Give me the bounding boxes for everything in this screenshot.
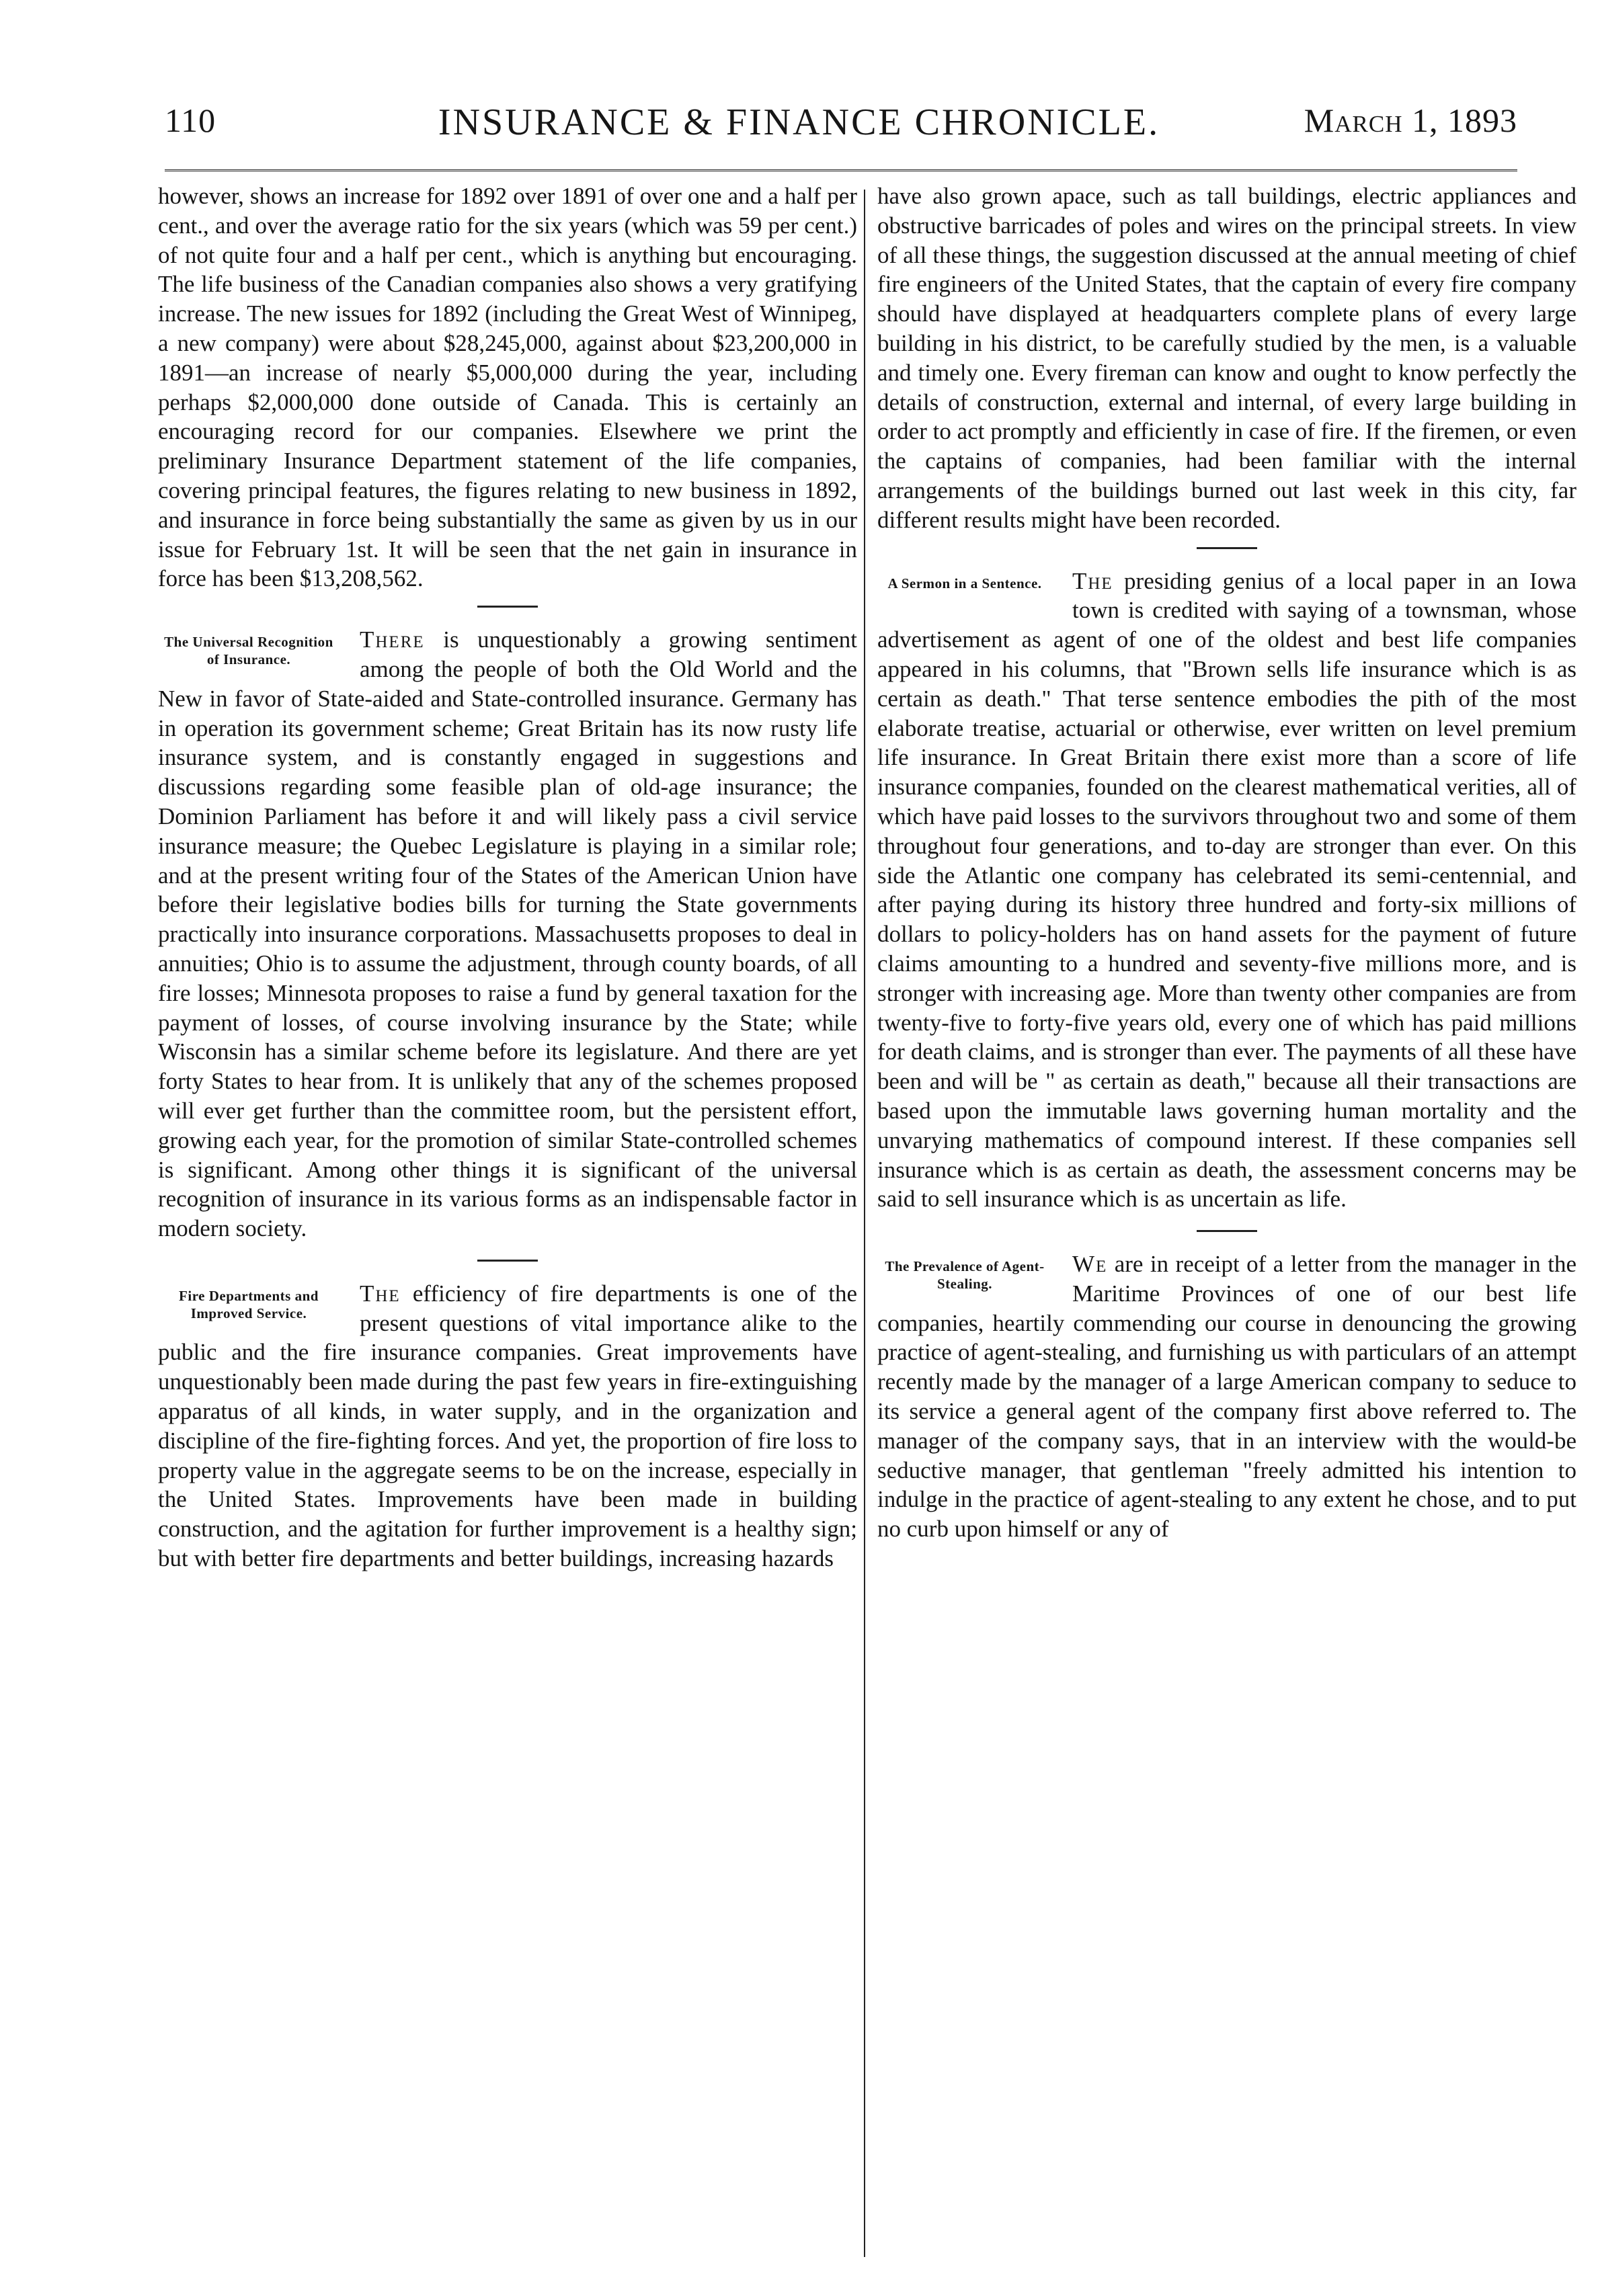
- left-column: [158, 181, 857, 1577]
- continuation-paragraph: have also grown apace, such as tall buildings, electric appliances and obstructive barricades of poles and wires on the principal streets. In view of all these things, the suggestion discussed at the annual meeting of chief fire engineers of the United States, that the captain of every fire company should have displayed at headquarters complete plans of every large building in his district, to be carefully studied by the men, is a valuable and timely one. Every fireman can know and ought to know perfectly the details of construction, external and internal, of every large building in order to act promptly and efficiently in case of fire. If the firemen, or even the captains of companies, had been familiar with the internal arrangements of the buildings burned out last week in this city, far different results might have been recorded.: [877, 183, 1576, 533]
- section-separator: [477, 1260, 538, 1262]
- page-number: 110: [165, 101, 216, 139]
- masthead-title: INSURANCE & FINANCE CHRONICLE.: [438, 101, 1160, 143]
- lead-word: We: [1072, 1251, 1108, 1278]
- article-body: [877, 1249, 1576, 1544]
- lead-word: The: [360, 1280, 401, 1307]
- article-agent-stealing: [877, 1249, 1576, 1548]
- header-rule: [165, 169, 1517, 173]
- article-text: presiding genius of a local paper in an Iowa town is credited with saying of a townsman, whose advertisement as agent of one of the oldest and best life companies appeared in his columns, that "Brown sells life insurance which is as certain as death." That terse sentence embodies the pith of the most elaborate treatise, actuarial or otherwise, ever written on level premium life insurance. In Great Britain there exist more than a score of life insurance companies, founded on the clearest mathematical verities, all of which have paid losses to the survivors throughout two and some of them throughout four generations, and to-day are stronger than ever. On this side the Atlantic one company has celebrated its semi-centennial, and after paying during its history three hundred and forty-six millions of dollars to policy-holders has on hand assets for the payment of future claims amounting to a hundred and seventy-five millions more, and is stronger with increasing age. More than twenty other companies are from twenty-five to forty-five years old, every one of which has paid millions for death claims, and is stronger than ever. The payments of all these have been and will be " as certain as death," because all their transactions are based upon the immutable laws governing human mortality and the unvarying mathematics of compound interest. If these companies sell insurance which is as certain as death, the assessment concerns may be said to sell insurance which is as uncertain as life.: [877, 567, 1576, 1213]
- article-text: is unquestionably a growing sentiment among the people of both the Old World and the New in favor of State-aided and State-controlled insurance. Germany has in operation its government scheme; Great Britain has its now rusty life insurance system, and is constantly engaged in suggestions and discussions regarding some feasible plan of old-age insurance; the Dominion Parliament has before it and will likely pass a civil service insurance measure; the Quebec Legislature is playing in a similar role; and at the present writing four of the States of the American Union have before their legislative bodies bills for turning the State governments practically into insurance corporations. Massachusetts proposes to deal in annuities; Ohio is to assume the adjustment, through county boards, of all fire losses; Minnesota proposes to raise a fund by general taxation for the payment of losses, of course involving insurance by the State; while Wisconsin has a similar scheme before its legislature. And there are yet forty States to hear from. It is unlikely that any of the schemes proposed will ever get further than the committee room, but the persistent effort, growing each year, for the promotion of similar State-controlled schemes is significant. Among other things it is significant of the universal recognition of insurance in its various forms as an indispensable factor in modern society.: [158, 626, 857, 1242]
- sidenote-universal-recognition: The Universal Recognition of Insurance.: [164, 634, 333, 668]
- article-text: efficiency of fire departments is one of the present questions of vital importance alike to the public and the fire insurance companies. Great improvements have unquestionably been made during the past few years in fire-extinguishing apparatus of all kinds, in water supply, and in the organization and discipline of the fire-fighting forces. And yet, the proportion of fire loss to property value in the aggregate seems to be on the increase, especially in the United States. Improvements have been made in building construction, and the agitation for further improvement is a healthy sign; but with better fire departments and better buildings, increasing hazards: [158, 1280, 857, 1572]
- article-body: [158, 1279, 857, 1573]
- section-separator: [1197, 1230, 1257, 1232]
- section-separator: [1197, 547, 1257, 549]
- sidenote-agent-stealing: The Prevalence of Agent-Stealing.: [885, 1258, 1045, 1293]
- lead-word: There: [360, 626, 425, 653]
- article-sermon-in-a-sentence: [877, 567, 1576, 1219]
- right-column: [877, 181, 1576, 1548]
- column-divider: [864, 190, 865, 2257]
- article-text: are in receipt of a letter from the manager in the Maritime Provinces of one of our best life companies, heartily commending our course in denouncing the growing practice of agent-stealing, and furnishing us with particulars of an attempt recently made by the manager of a large American company to seduce to its service a general agent of the company first above referred to. The manager of the company says, that in an interview with the would-be seductive manager, that gentleman "freely admitted his intention to indulge in the practice of agent-stealing to any extent he chose, and to put no curb upon himself or any of: [877, 1251, 1576, 1543]
- article-body: [877, 567, 1576, 1215]
- issue-date: March 1, 1893: [1304, 101, 1517, 139]
- intro-paragraph: however, shows an increase for 1892 over 1891 of over one and a half per cent., and over the average ratio for the six years (which was 59 per cent.) of not quite four and a half per cent., which is anything but encouraging. The life business of the Canadian companies also shows a very gratifying increase. The new issues for 1892 (including the Great West of Winnipeg, a new company) were about $28,245,000, against about $23,200,000 in 1891—an increase of nearly $5,000,000 during the year, including perhaps $2,000,000 done outside of Canada. This is certainly an encouraging record for our companies. Elsewhere we print the preliminary Insurance Department statement of the life companies, covering principal features, the figures relating to new business in 1892, and insurance in force being substantially the same as given by us in our issue for February 1st. It will be seen that the net gain in insurance in force has been $13,208,562.: [158, 183, 857, 592]
- article-body: [158, 625, 857, 1243]
- section-separator: [477, 606, 538, 608]
- sidenote-fire-departments: Fire Departments and Improved Service.: [179, 1287, 319, 1321]
- article-universal-recognition: [158, 625, 857, 1247]
- lead-word: The: [1072, 567, 1113, 594]
- sidenote-sermon: A Sermon in a Sentence.: [887, 575, 1042, 591]
- article-fire-departments: [158, 1279, 857, 1577]
